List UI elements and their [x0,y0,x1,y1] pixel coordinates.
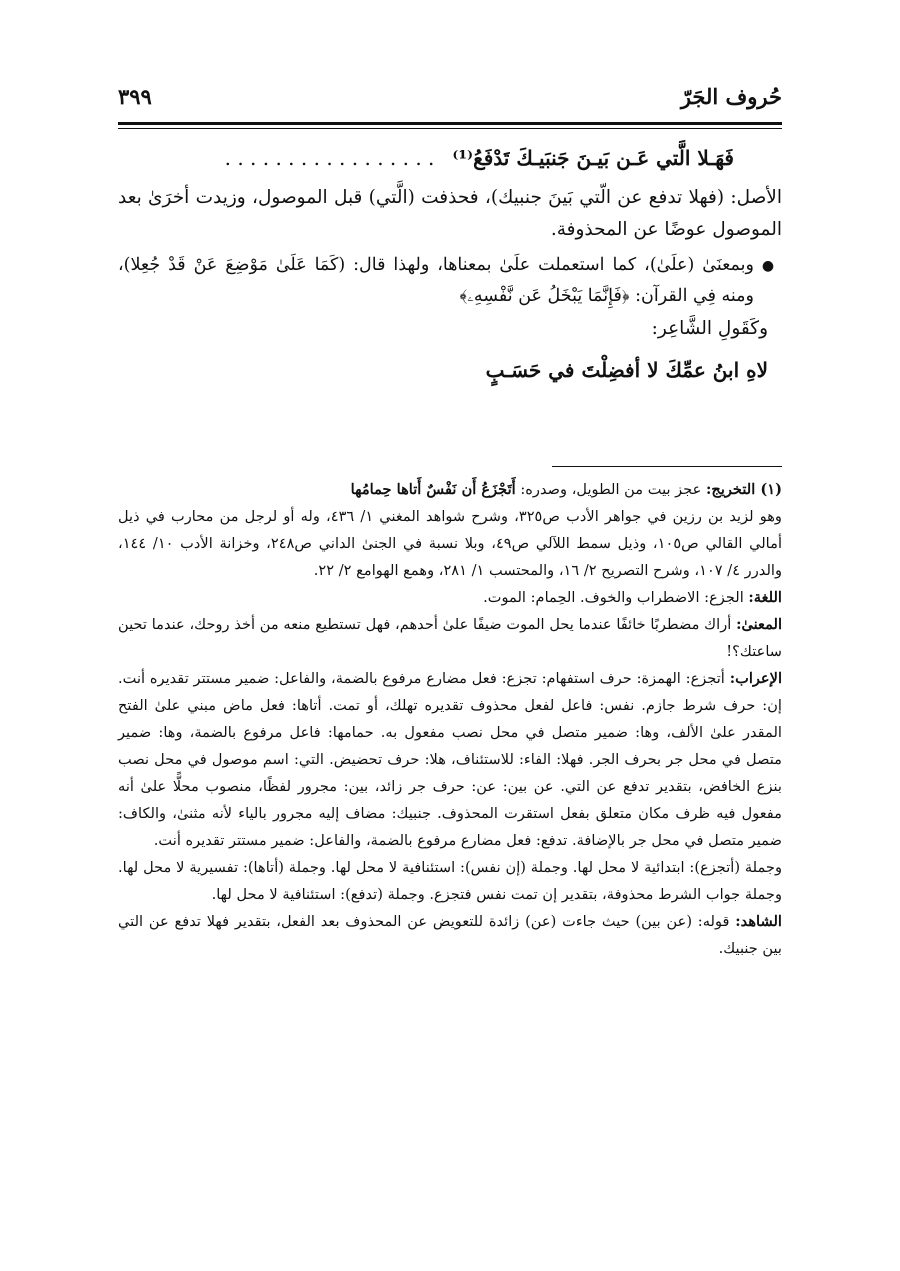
footnotes [118,476,782,962]
bullet-text: وبمعنَىٰ (علَىٰ)، كما استعملت علَىٰ بمعناها، ولهذا قال: (كَمَا عَلَىٰ مَوْضِعَ عَنْ قَدْ جُعِلا)، ومنه فِي القرآن: ﴿فَإِنَّمَا يَبْخَلُ عَن نَّفْسِهِۦ﴾ [118,255,754,306]
lugha-text: الجزع: الاضطراب والخوف. الحِمام: الموت. [483,589,744,606]
footnote-jumla [118,854,782,908]
irab-text: أتجزع: الهمزة: حرف استفهام: تجزع: فعل مضارع مرفوع بالضمة، والفاعل: ضمير مستتر تقديره أنت. إن: حرف شرط جازم. نفس: فاعل لفعل محذوف تقديره تهلك، أو تمت. أتاها: فعل ماض مبني علىٰ الفتح المقدر علىٰ الألف، وها: ضمير متصل في محل نصب مفعول به. حمامها: فاعل مرفوع بالضمة، وها: ضمير متصل في محل جر بحرف الجر. فهلا: الفاء: للاستئناف، هلا: حرف تحضيض. التي: اسم موصول في محل نصب بنزع الخافض، بتقدير تدفع عن التي. عن بين: عن: حرف جر زائد، بين: مجرور لفظًا، منصوب محلًّا علىٰ أنه مفعول فيه ظرف مكان متعلق بفعل استقرت المحذوف. جنبيك: مضاف إليه مجرور بالياء لأنه مثنىٰ، والكاف: ضمير متصل في محل جر بالإضافة. تدفع: فعل مضارع مرفوع بالضمة، والفاعل: ضمير مستتر تقديره أنت. [118,670,782,849]
page-header [118,84,782,118]
header-rule-thick [118,122,782,125]
footnote-irab [118,665,782,854]
asl-paragraph: الأصل: (فهلا تدفع عن الّتي بَينَ جنبيك)، فحذفت (الَّتي) قبل الموصول، وزيدت أخرَىٰ بعد الموصول عوضًا عن المحذوفة. [118,187,782,240]
footnote-sources [118,503,782,584]
shahid-label: الشاهد: [735,913,782,930]
header-rule-thin [118,128,782,129]
verse-text: فَهَـلا الَّتي عَـن بَيـنَ جَنبَيـكَ تَدْفَعُ⁽¹⁾ [452,146,734,170]
verse-two: لاهِ ابنُ عمِّكَ لا أفضِلْتَ في حَسَـبٍ [485,358,768,382]
irab-label: الإعراب: [729,670,783,687]
takhrij-verse: أَتَجْزَعُ أَن نَفْسٌ أَتاها حِمامُها [350,481,516,498]
verse-line [118,140,782,176]
running-title: حُروف الجَرّ [680,84,782,109]
footnote-shahid [118,908,782,962]
jumla-text: وجملة (أتجزع): ابتدائية لا محل لها. وجملة (إن نفس): استئنافية لا محل لها. وجملة (أتاها): تفسيرية لا محل لها. وجملة جواب الشرط محذوفة، بتقدير إن تمت نفس فتجزع. وجملة (تدفع): استئنافية لا محل لها. [118,859,782,903]
takhrij-label: (١) التخريج: [706,481,782,498]
takhrij-sources: وهو لزيد بن رزين في جواهر الأدب ص٣٢٥، وشرح شواهد المغني ١/ ٤٣٦، وله أو لرجل من محارب في ذيل أمالي القالي ص١٠٥، وذيل سمط اللآلي ص٤٩، وبلا نسبة في الجنىٰ الداني ص٢٤٨، وخزانة الأدب ١٠/ ١٤٤، والدرر ٤/ ١٠٧، وشرح التصريح ٢/ ١٦، والمحتسب ١/ ٢٨١، وهمع الهوامع ٢/ ٢٢. [118,508,782,579]
lugha-label: اللغة: [748,589,782,606]
footnote-rule [552,466,782,467]
mana-label: المعنىٰ: [736,616,783,633]
verse-dots: . . . . . . . . . . . . . . . . . [224,146,435,170]
footnote-mana [118,611,782,665]
footnote-takhrij [118,476,782,503]
page-number: ٣٩٩ [118,84,152,109]
footnote-lugha [118,584,782,611]
shahid-text: قوله: (عن بين) حيث جاءت (عن) زائدة للتعويض عن المحذوف بعد الفعل، بتقدير فهلا تدفع عن التي بين جنبيك. [118,913,782,957]
takhrij-text: عجز بيت من الطويل، وصدره: [520,481,702,498]
main-text [118,140,782,390]
bullet-icon: ● [761,258,775,274]
bullet-item [118,250,782,312]
poet-intro: وكَقَولِ الشَّاعِر: [651,318,768,339]
mana-text: أراك مضطربًا خائفًا عندما يحل الموت ضيفًا علىٰ أحدهم، فهل تستطيع منعه من أخذ روحك، عندما تحين ساعتك؟! [118,616,782,660]
